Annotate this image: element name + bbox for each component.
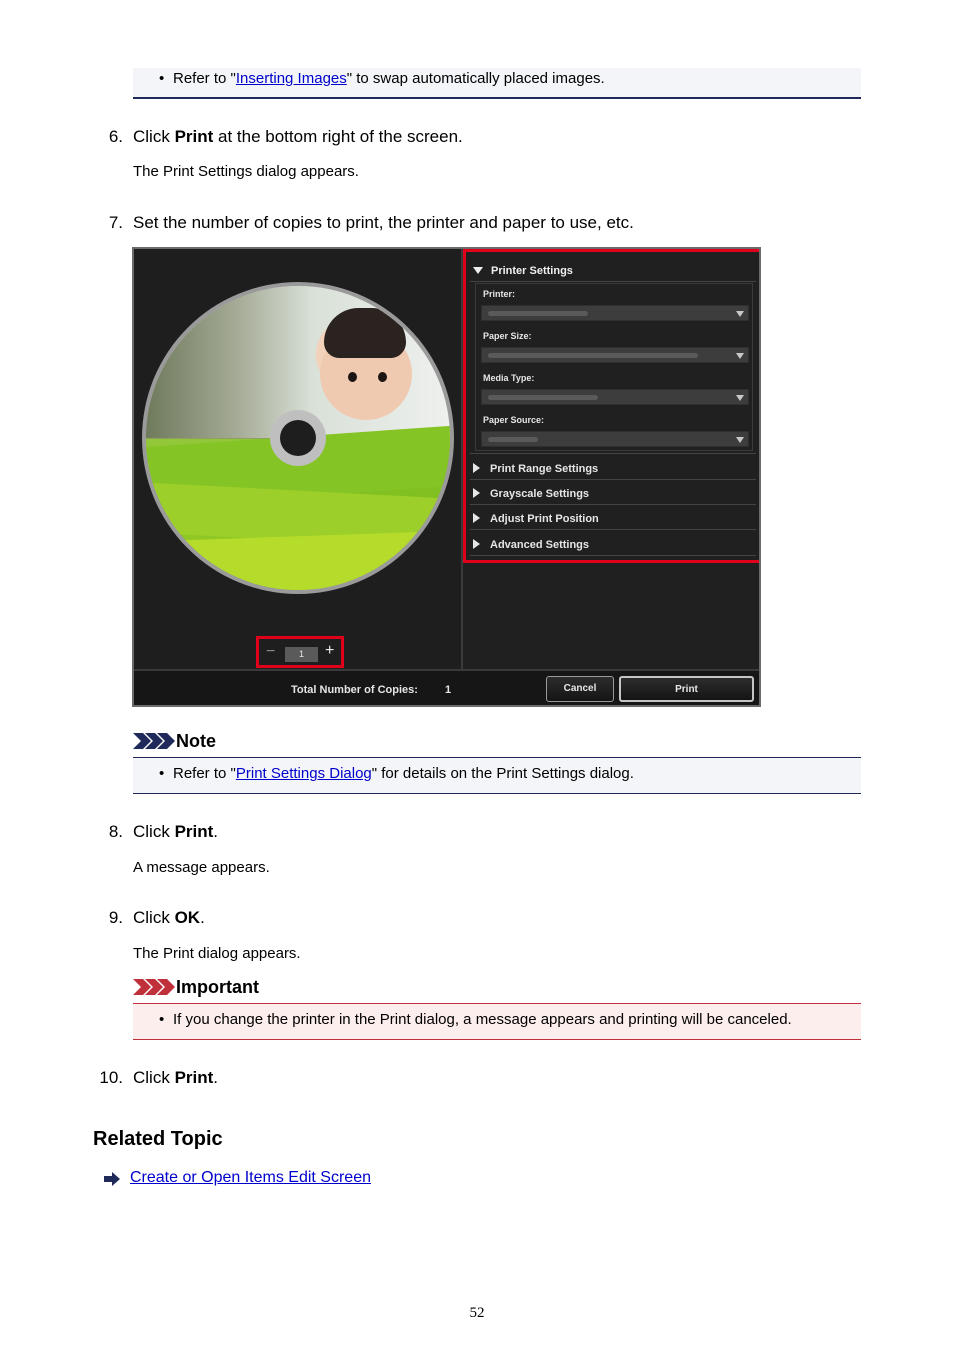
copies-plus-button[interactable]: + — [325, 642, 335, 659]
copies-input[interactable]: 1 — [285, 647, 318, 662]
expand-triangle-icon — [473, 488, 480, 498]
collapse-triangle-icon — [473, 267, 483, 274]
step-8-result: A message appears. — [133, 859, 270, 876]
total-copies-label: Total Number of Copies: — [291, 684, 418, 696]
step-10: 10. Click Print. — [99, 1068, 219, 1087]
note-heading: Note — [176, 731, 216, 751]
expand-triangle-icon — [473, 463, 480, 473]
copies-stepper[interactable] — [256, 636, 344, 668]
expand-triangle-icon — [473, 513, 480, 523]
paper-size-select[interactable] — [481, 347, 749, 363]
print-settings-screenshot — [132, 247, 761, 707]
grayscale-settings[interactable]: Grayscale Settings — [473, 488, 589, 500]
important-heading: Important — [176, 977, 259, 997]
printer-select[interactable] — [481, 305, 749, 321]
print-button[interactable]: Print — [619, 676, 754, 702]
page-number: 52 — [469, 1305, 485, 1321]
preview-pane — [134, 249, 461, 669]
step-7: 7. Set the number of copies to print, the printer and paper to use, etc. — [108, 213, 634, 232]
step-8: 8. Click Print. — [108, 822, 219, 841]
media-type-select[interactable] — [481, 389, 749, 405]
arrow-right-icon — [104, 1172, 120, 1186]
dropdown-arrow-icon — [736, 311, 744, 317]
note-chevron-icon — [133, 733, 175, 749]
note-bullet: • Refer to "Print Settings Dialog" for details on the Print Settings dialog. — [159, 765, 634, 782]
related-topic-heading: Related Topic — [93, 1128, 223, 1150]
step-6: 6. Click Print at the bottom right of the screen. — [108, 127, 463, 146]
important-chevron-icon — [133, 979, 175, 995]
copies-minus-button[interactable]: − — [266, 643, 276, 660]
dropdown-arrow-icon — [736, 395, 744, 401]
printer-settings-highlight — [463, 249, 761, 563]
adjust-print-position[interactable]: Adjust Print Position — [473, 513, 599, 525]
step-9-result: The Print dialog appears. — [133, 945, 301, 962]
important-bullet: • If you change the printer in the Print dialog, a message appears and printing will be canceled. — [159, 1011, 792, 1028]
advanced-settings[interactable]: Advanced Settings — [473, 539, 589, 551]
create-open-items-edit-screen-link[interactable]: Create or Open Items Edit Screen — [130, 1169, 371, 1186]
step-6-result: The Print Settings dialog appears. — [133, 163, 359, 180]
disc-label-preview — [142, 282, 454, 594]
dropdown-arrow-icon — [736, 353, 744, 359]
step-9: 9. Click OK. — [108, 908, 205, 927]
note-bullet: • Refer to "Inserting Images" to swap automatically placed images. — [159, 70, 605, 87]
expand-triangle-icon — [473, 539, 480, 549]
cancel-button[interactable]: Cancel — [546, 676, 614, 702]
printer-settings-header[interactable]: Printer Settings — [473, 265, 573, 277]
total-copies-value: 1 — [445, 684, 452, 696]
print-settings-dialog-link[interactable]: Print Settings Dialog — [235, 765, 372, 782]
printer-settings-group: Printer: Paper Size: Media Type: Paper Source: — [475, 283, 753, 451]
print-range-settings[interactable]: Print Range Settings — [473, 463, 598, 475]
paper-source-select[interactable] — [481, 431, 749, 447]
dropdown-arrow-icon — [736, 437, 744, 443]
disc-hub — [280, 420, 316, 456]
dialog-footer — [134, 669, 761, 707]
inserting-images-link[interactable]: Inserting Images — [235, 70, 347, 87]
